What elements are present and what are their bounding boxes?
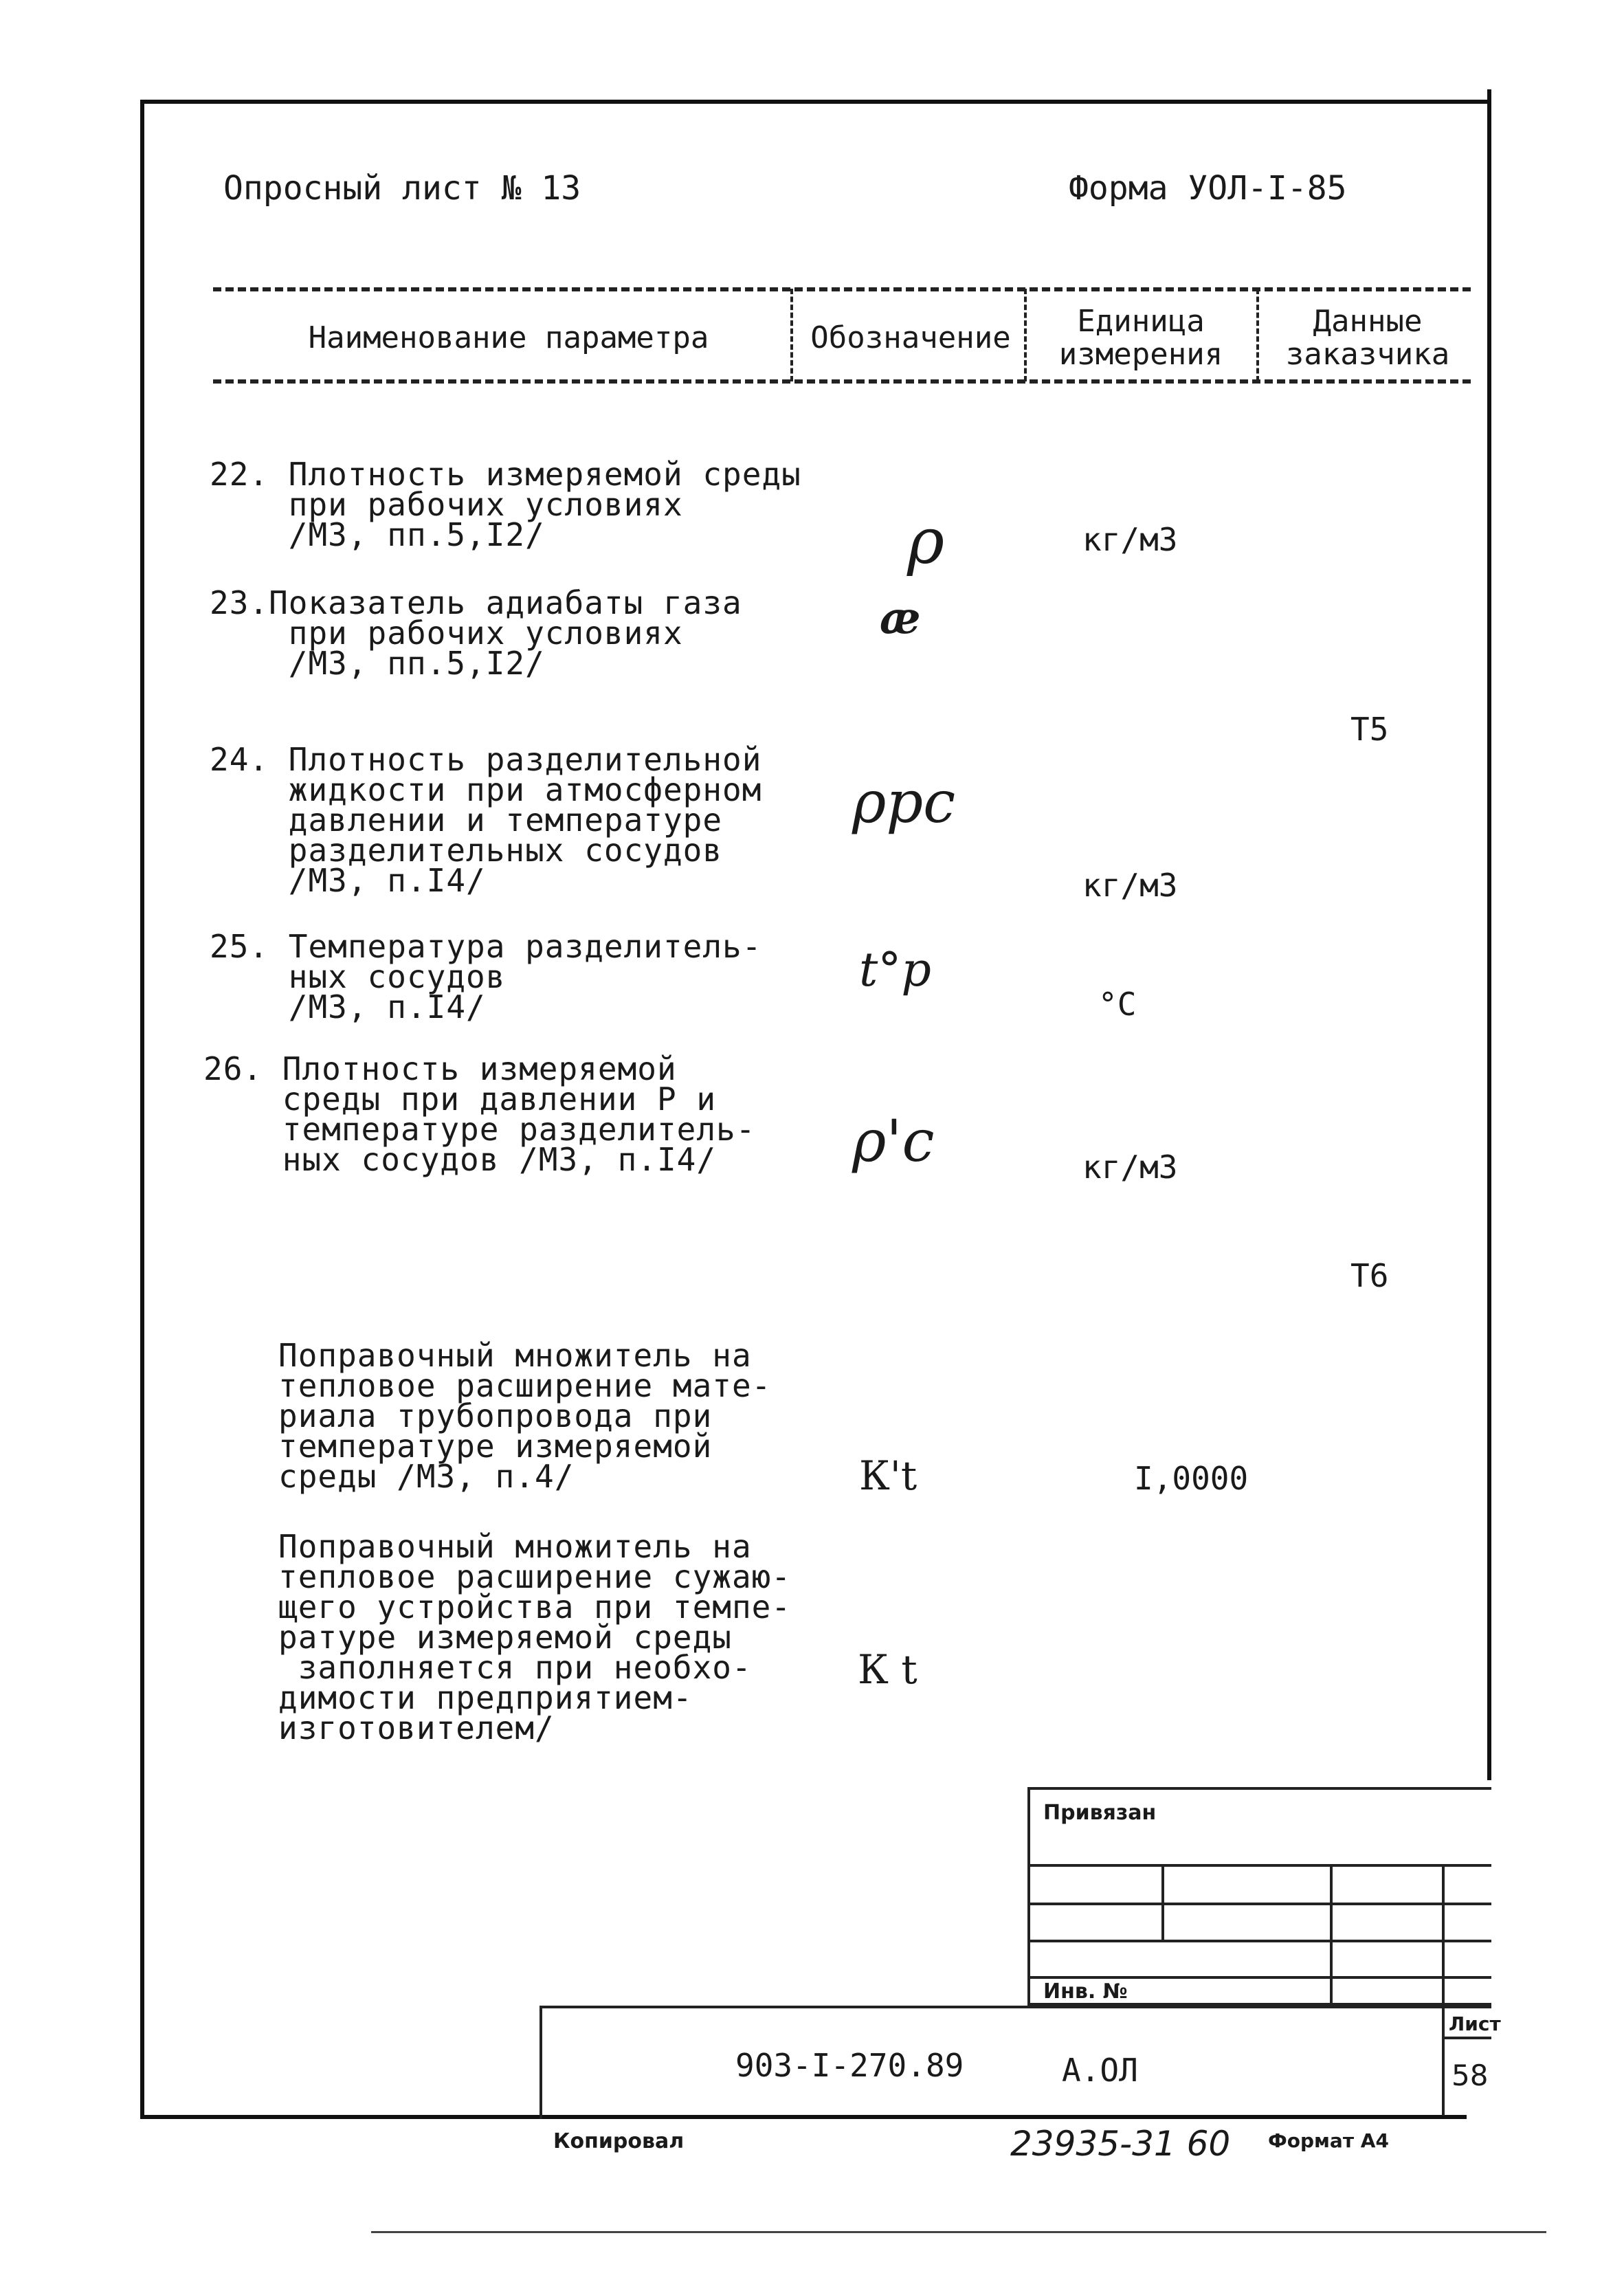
archive-number-handwritten: 23935-31 60 [1010,2124,1231,2164]
stamp-row-line-4 [1027,1976,1491,1979]
correction-factor-pipe: Поправочный множитель на тепловое расширение мате- риала трубопровода при температуре измеряемой среды /МЗ, п.4/ [278,1337,772,1495]
frame-right-edge [1487,89,1491,1780]
stamp-col-line-2 [1330,1864,1333,2006]
document-number: 903-I-270.89 [735,2047,964,2084]
param-item-26: 26. Плотность измеряемой среды при давлении Р и температуре разделитель- ных сосудов /МЗ, п.I4/ [203,1050,756,1178]
col-header-unit-line2: измерения [1058,337,1223,372]
stamp-row-line-2 [1027,1903,1491,1905]
col-divider-3 [1256,289,1259,381]
param-24-symbol: ρрс [852,768,956,836]
param-24-unit: кг/м3 [1082,867,1178,904]
stamp-col-line-1 [1161,1864,1164,1940]
correction-factor-pipe-symbol: К't [859,1452,917,1499]
sheet-label: Лист [1449,2013,1501,2035]
param-item-22: 22. Плотность измеряемой среды при рабочих условиях /МЗ, пп.5,I2/ [210,456,801,553]
header-top-rule [213,287,1471,291]
document-code: А.ОЛ [1062,2052,1138,2089]
param-22-unit: кг/м3 [1082,521,1178,558]
stamp-row-line-3 [1027,1940,1491,1942]
sheet-label-divider [1442,2037,1491,2039]
col-divider-1 [790,289,793,381]
copied-by-label: Копировал [553,2129,685,2153]
correction-factor-device-symbol: К t [858,1646,917,1693]
bottom-edge-line [371,2231,1546,2233]
param-item-25: 25. Температура разделитель- ных сосудов /МЗ, п.I4/ [210,928,762,1025]
bound-label: Привязан [1043,1801,1157,1825]
param-item-24: 24. Плотность разделительной жидкости при атмосферном давлении и температуре разделительных сосудов /МЗ, п.I4/ [210,741,762,899]
sheet-number: 58 [1451,2059,1489,2092]
param-item-23: 23.Показатель адиабаты газа при рабочих условиях /МЗ, пп.5,I2/ [210,584,742,682]
col-header-unit-line1: Единица [1077,304,1205,339]
param-23-symbol: æ [880,592,921,644]
param-25-unit: °С [1098,986,1137,1023]
header-bottom-rule [213,379,1471,384]
marker-t6: Т6 [1350,1257,1389,1294]
title-block [540,2006,1491,2119]
sheet-title: Опросный лист № 13 [223,169,581,208]
param-26-unit: кг/м3 [1082,1149,1178,1186]
param-25-symbol: t°р [859,943,931,997]
col-divider-2 [1024,289,1027,381]
param-22-symbol: ρ [907,505,945,578]
col-header-name: Наименование параметра [308,320,709,355]
col-header-unit [1031,305,1251,371]
col-header-client [1265,305,1471,371]
format-label: Формат А4 [1268,2129,1389,2152]
col-header-symbol: Обозначение [810,320,1011,355]
stamp-row-line-1 [1027,1864,1491,1867]
correction-factor-device: Поправочный множитель на тепловое расширение сужаю- щего устройства при темпе- ратуре измеряемой среды заполняется при необхо- димости предприятием- изготовителем/ [278,1528,792,1747]
marker-t5: Т5 [1350,711,1389,748]
correction-factor-pipe-value: I,0000 [1134,1460,1249,1497]
col-header-client-line2: заказчика [1285,337,1450,372]
inventory-number-label: Инв. № [1043,1980,1128,2004]
param-26-symbol: ρ'с [852,1107,935,1175]
col-header-client-line1: Данные [1313,304,1423,339]
form-code: Форма УОЛ-I-85 [1069,169,1347,208]
